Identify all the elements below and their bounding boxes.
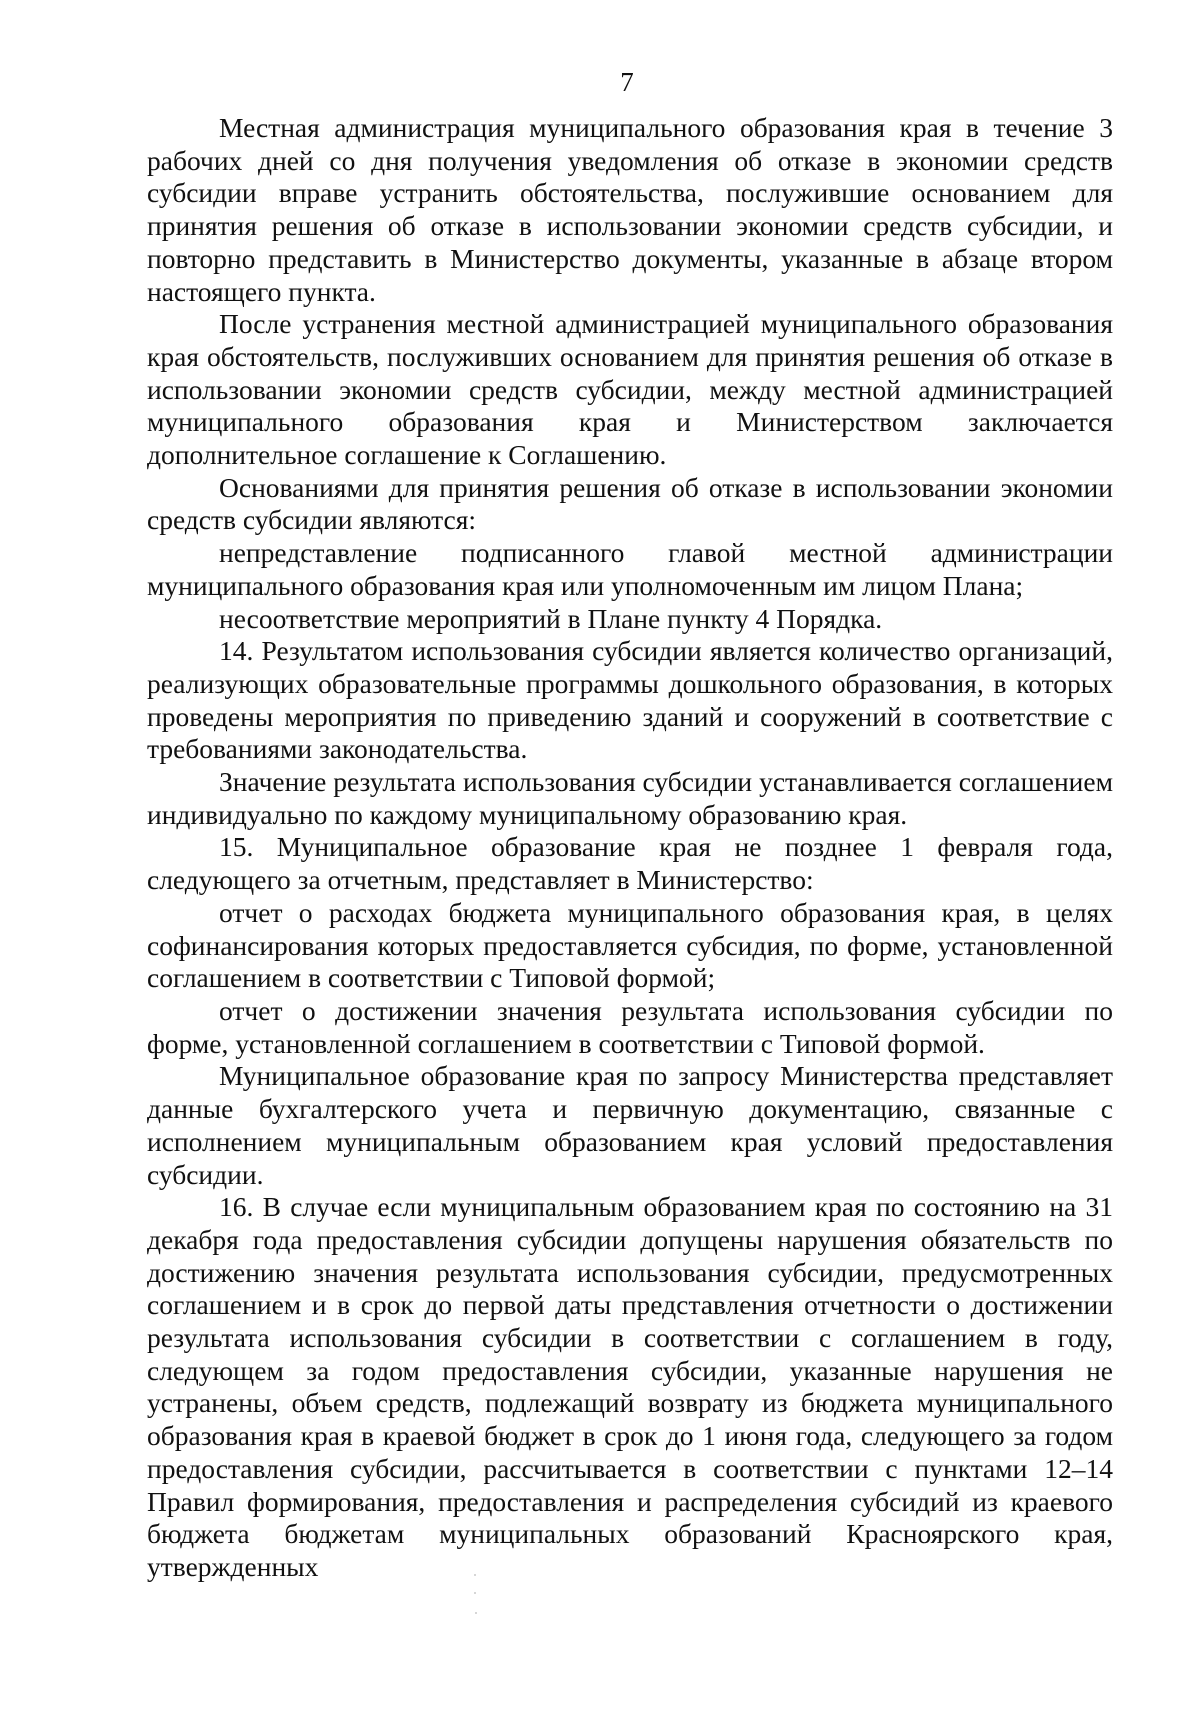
paragraph-item-16: 16. В случае если муниципальным образованием края по состоянию на 31 декабря года предоставления субсидии допущены нарушения обязательств по достижению значения результата использования субсидии, предусмотренных соглашением и в срок до первой даты представления отчетности о достижении результата использования субсидии в соответствии с соглашением в году, следующем за годом предоставления субсидии, указанные нарушения не устранены, объем средств, подлежащий возврату из бюджета муниципального образования края в краевой бюджет в срок до 1 июня года, следующего за годом предоставления субсидии, рассчитывается в соответствии с пунктами 12–14 Правил формирования, предоставления и распределения субсидий из краевого бюджета бюджетам муниципальных образований Красноярского края, утвержденных — [147, 1191, 1113, 1582]
paragraph-accounting-data: Муниципальное образование края по запросу Министерства представляет данные бухгалтерского учета и первичную документацию, связанные с исполнением муниципальным образованием края условий предоставления субсидии. — [147, 1060, 1113, 1190]
paragraph-ground-mismatch: несоответствие мероприятий в Плане пункту 4 Порядка. — [219, 602, 883, 634]
scan-speck — [475, 1612, 477, 1614]
paragraph-ground-no-plan: непредставление подписанного главой местной администрации муниципального образования края или уполномоченным им лицом Плана; — [147, 537, 1113, 601]
paragraph-expense-report: отчет о расходах бюджета муниципального образования края, в целях софинансирования которых предоставляется субсидия, по форме, установленной соглашением в соответствии с Типовой формой; — [147, 896, 1113, 994]
paragraph-item-15: 15. Муниципальное образование края не позднее 1 февраля года, следующего за отчетным, представляет в Министерство: — [147, 831, 1113, 896]
document-body — [147, 112, 1113, 1584]
paragraph-additional-agreement: После устранения местной администрацией муниципального образования края обстоятельств, послуживших основанием для принятия решения об отказе в использовании экономии средств субсидии, между местной администрацией муниципального образования края и Министерством заключается дополнительное соглашение к Соглашению. — [147, 308, 1113, 471]
paragraph-result-value: Значение результата использования субсидии устанавливается соглашением индивидуально по каждому муниципальному образованию края. — [147, 766, 1113, 830]
paragraph-administration-right: Местная администрация муниципального образования края в течение 3 рабочих дней со дня получения уведомления об отказе в экономии средств субсидии вправе устранить обстоятельства, послужившие основанием для принятия решения об отказе в использовании экономии средств субсидии, и повторно представить в Министерство документы, указанные в абзаце втором настоящего пункта. — [147, 112, 1113, 307]
paragraph-achievement-report: отчет о достижении значения результата использования субсидии по форме, установленной соглашением в соответствии с Типовой формой. — [147, 994, 1113, 1059]
paragraph-refusal-grounds: Основаниями для принятия решения об отказе в использовании экономии средств субсидии являются: — [147, 471, 1113, 536]
scan-speck — [474, 1592, 476, 1594]
scan-speck — [474, 1574, 476, 1576]
paragraph-item-14: 14. Результатом использования субсидии является количество организаций, реализующих образовательные программы дошкольного образования, в которых проведены мероприятия по приведению зданий и сооружений в соответствие с требованиями законодательства. — [147, 635, 1113, 765]
page-number: 7 — [620, 67, 634, 97]
